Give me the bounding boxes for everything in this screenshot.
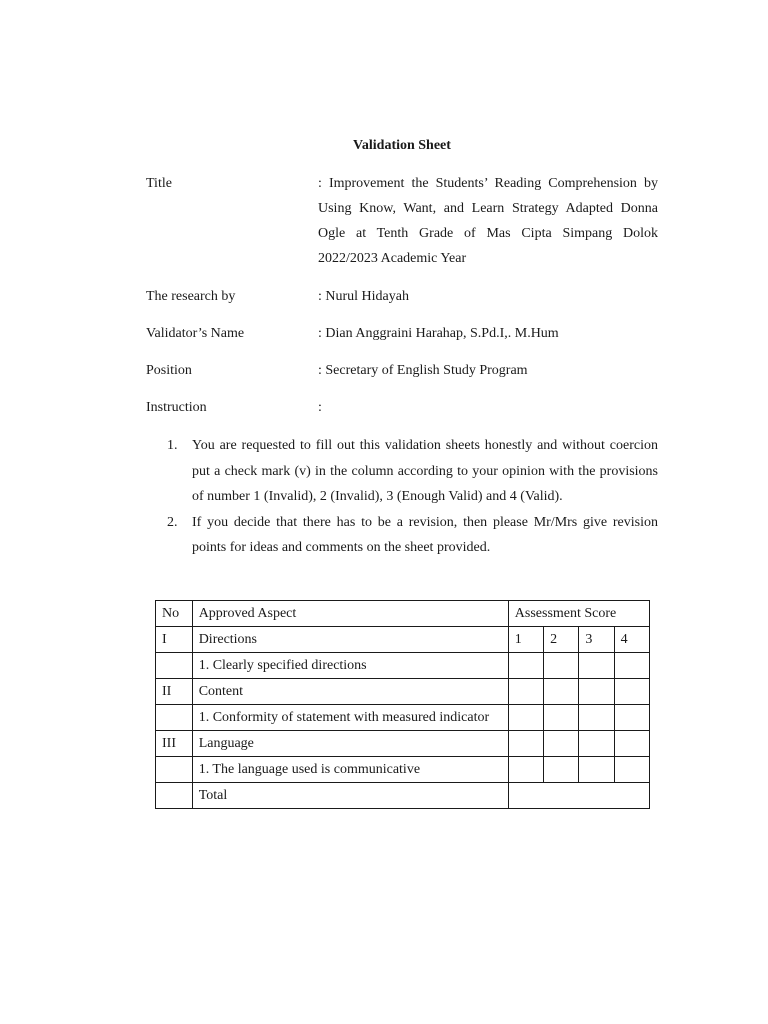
- score-level-3: 3: [579, 627, 614, 653]
- score-cell[interactable]: [614, 679, 649, 705]
- score-cell[interactable]: [579, 653, 614, 679]
- score-cell[interactable]: [508, 757, 543, 783]
- research-value: : Nurul Hidayah: [318, 289, 409, 304]
- criterion-item: 1. Clearly specified directions: [192, 653, 508, 679]
- instruction-item: [167, 433, 658, 510]
- empty-no-cell: [156, 653, 193, 679]
- total-label: Total: [192, 783, 508, 809]
- score-cell[interactable]: [508, 731, 543, 757]
- table-row: [156, 705, 650, 731]
- score-cell[interactable]: [508, 705, 543, 731]
- empty-no-cell: [156, 757, 193, 783]
- score-cell[interactable]: [508, 679, 543, 705]
- header-aspect: Approved Aspect: [192, 601, 508, 627]
- score-cell[interactable]: [579, 731, 614, 757]
- table-row: [156, 679, 650, 705]
- score-cell[interactable]: [544, 731, 579, 757]
- header-no: No: [156, 601, 193, 627]
- score-cell[interactable]: [544, 653, 579, 679]
- score-cell[interactable]: [614, 757, 649, 783]
- table-total-row: [156, 783, 650, 809]
- document-title: Validation Sheet: [353, 138, 451, 153]
- research-label: The research by: [146, 289, 236, 304]
- score-cell[interactable]: [579, 757, 614, 783]
- section-name: Directions: [192, 627, 508, 653]
- table-row: [156, 627, 650, 653]
- table-header-row: [156, 601, 650, 627]
- section-no: II: [156, 679, 193, 705]
- score-level-2: 2: [544, 627, 579, 653]
- table-row: [156, 653, 650, 679]
- score-cell[interactable]: [614, 705, 649, 731]
- section-no: I: [156, 627, 193, 653]
- position-label: Position: [146, 363, 192, 378]
- score-level-4: 4: [614, 627, 649, 653]
- empty-no-cell: [156, 783, 193, 809]
- total-score-cell[interactable]: [508, 783, 649, 809]
- section-name: Language: [192, 731, 508, 757]
- score-cell[interactable]: [544, 679, 579, 705]
- title-value: : Improvement the Students’ Reading Comprehension by Using Know, Want, and Learn Strategy Adapted Donna Ogle at Tenth Grade of Mas Cipta Simpang Dolok 2022/2023 Academic Year: [318, 176, 658, 266]
- criterion-item: 1. The language used is communicative: [192, 757, 508, 783]
- instruction-value: :: [318, 400, 322, 415]
- score-cell[interactable]: [579, 705, 614, 731]
- instruction-text: If you decide that there has to be a revision, then please Mr/Mrs give revision points for ideas and comments on the sheet provided.: [192, 514, 658, 555]
- score-level-1: 1: [508, 627, 543, 653]
- instruction-number: 1.: [167, 438, 178, 453]
- section-no: III: [156, 731, 193, 757]
- score-cell[interactable]: [544, 705, 579, 731]
- validator-label: Validator’s Name: [146, 326, 245, 341]
- header-score: Assessment Score: [508, 601, 649, 627]
- assessment-table: [155, 600, 650, 809]
- instruction-text: You are requested to fill out this validation sheets honestly and without coercion put a check mark (v) in the column according to your opinion with the provisions of number 1 (Invalid), 2 (Invalid), 3 (Enough Valid) and 4 (Valid).: [192, 438, 658, 504]
- empty-no-cell: [156, 705, 193, 731]
- table-row: [156, 731, 650, 757]
- instruction-number: 2.: [167, 514, 178, 530]
- score-cell[interactable]: [614, 653, 649, 679]
- section-name: Content: [192, 679, 508, 705]
- score-cell[interactable]: [579, 679, 614, 705]
- instruction-label: Instruction: [146, 400, 207, 415]
- score-cell[interactable]: [508, 653, 543, 679]
- position-value: : Secretary of English Study Program: [318, 363, 528, 378]
- instruction-list: [167, 433, 658, 561]
- instruction-item: [167, 510, 658, 561]
- title-label: Title: [146, 176, 172, 191]
- table-row: [156, 757, 650, 783]
- score-cell[interactable]: [614, 731, 649, 757]
- validator-value: : Dian Anggraini Harahap, S.Pd.I,. M.Hum: [318, 326, 559, 341]
- score-cell[interactable]: [544, 757, 579, 783]
- criterion-item: 1. Conformity of statement with measured indicator: [192, 705, 508, 731]
